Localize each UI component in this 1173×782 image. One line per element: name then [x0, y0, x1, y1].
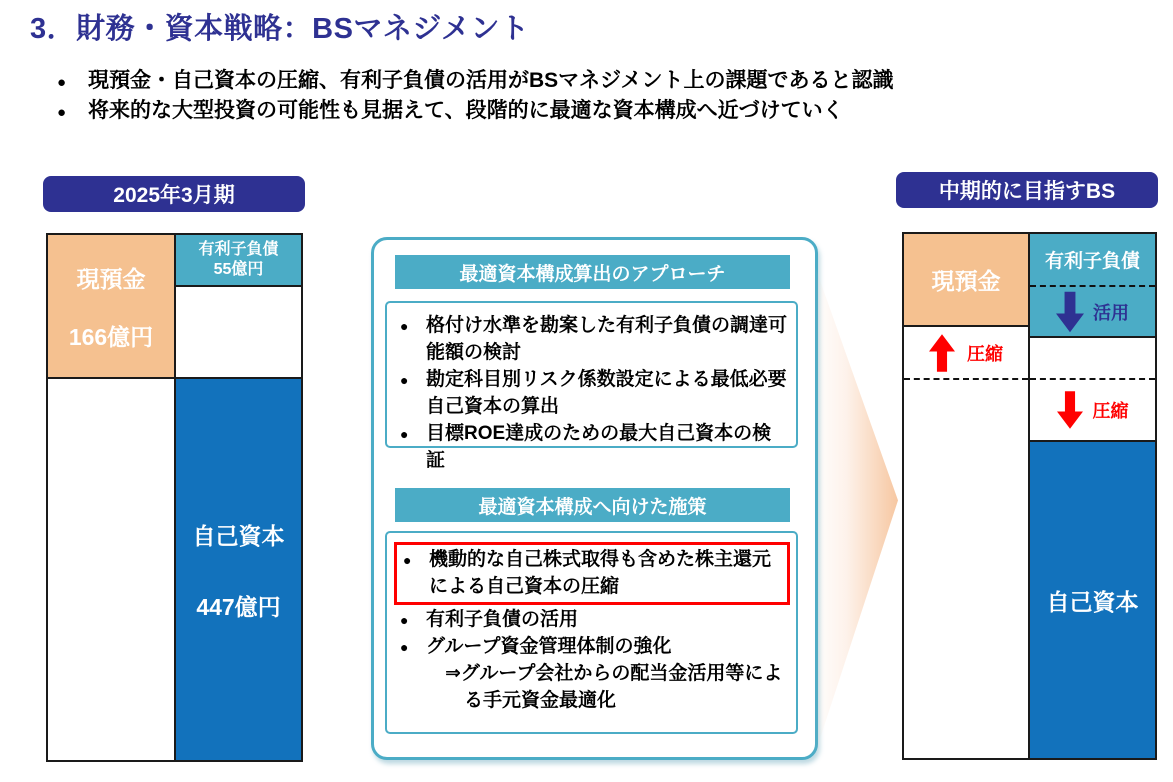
current-cash-value: 166億円 [68, 323, 154, 350]
current-equity-label: 自己資本 [192, 522, 285, 549]
target-cash-block [904, 234, 1028, 327]
compress-down-arrow-icon [1057, 385, 1083, 435]
current-bs-diagram [46, 233, 303, 762]
target-cash-compress-block [904, 327, 1028, 380]
target-debt-label: 有利子負債 [1030, 234, 1155, 287]
measures-item: ● グループ資金管理体制の強化 [399, 633, 790, 660]
approach-item: ● 目標ROE達成のための最大自己資本の検証 [399, 420, 790, 474]
current-equity-block [176, 379, 301, 760]
target-bs-diagram [902, 232, 1157, 760]
page-title: 3．財務・資本戦略：BSマネジメント [30, 13, 530, 45]
target-bs-badge: 中期的に目指すBS [896, 172, 1158, 208]
target-equity-block [1030, 440, 1155, 758]
target-debt-action-label: 活用 [1093, 302, 1129, 323]
measures-header: 最適資本構成へ向けた施策 [395, 488, 790, 522]
target-other-assets-block [904, 380, 1028, 758]
current-other-liabilities-block [176, 287, 301, 379]
strategy-panel [371, 237, 818, 760]
current-period-badge: 2025年3月期 [43, 176, 305, 212]
measures-list [385, 531, 798, 734]
key-message-list [57, 66, 1097, 126]
measures-item: ● 有利子負債の活用 [399, 606, 790, 633]
transition-right-arrow-icon [812, 258, 898, 763]
current-debt-label: 有利子負債 [198, 241, 279, 258]
target-debt-block [1030, 234, 1155, 338]
current-debt-block [176, 235, 301, 287]
approach-item: ● 勘定科目別リスク係数設定による最低必要自己資本の算出 [399, 366, 790, 420]
current-equity-value: 447億円 [196, 593, 281, 620]
target-equity-label: 自己資本 [1046, 588, 1139, 615]
utilize-down-arrow-icon [1056, 291, 1084, 333]
target-cash-action-label: 圧縮 [967, 343, 1003, 364]
highlight-red-box [394, 542, 790, 605]
approach-list [385, 301, 798, 471]
target-cash-label: 現預金 [931, 268, 1001, 294]
compress-up-arrow-icon [929, 330, 955, 376]
measures-sub-item: ⇒グループ会社からの配当金活用等による手元資金最適化 [445, 663, 783, 711]
current-other-assets-block [48, 379, 174, 760]
target-debt-action-row [1030, 287, 1155, 336]
approach-header: 最適資本構成算出のアプローチ [395, 255, 790, 289]
approach-item: ● 格付け水準を勘案した有利子負債の調達可能額の検討 [399, 312, 790, 366]
current-cash-label: 現預金 [76, 265, 146, 292]
measures-item-highlighted: ● 機動的な自己株式取得も含めた株主還元による自己資本の圧縮 [402, 546, 785, 600]
current-cash-block [48, 235, 174, 379]
target-equity-compress-block [1030, 380, 1155, 440]
current-debt-value: 55億円 [213, 261, 264, 278]
target-other-liabilities-block [1030, 338, 1155, 380]
key-message-item: ● 将来的な大型投資の可能性も見据えて、段階的に最適な資本構成へ近づけていく [57, 96, 1097, 126]
key-message-item: ● 現預金・自己資本の圧縮、有利子負債の活用がBSマネジメント上の課題であると認識 [57, 66, 1097, 96]
target-equity-action-label: 圧縮 [1092, 401, 1129, 421]
